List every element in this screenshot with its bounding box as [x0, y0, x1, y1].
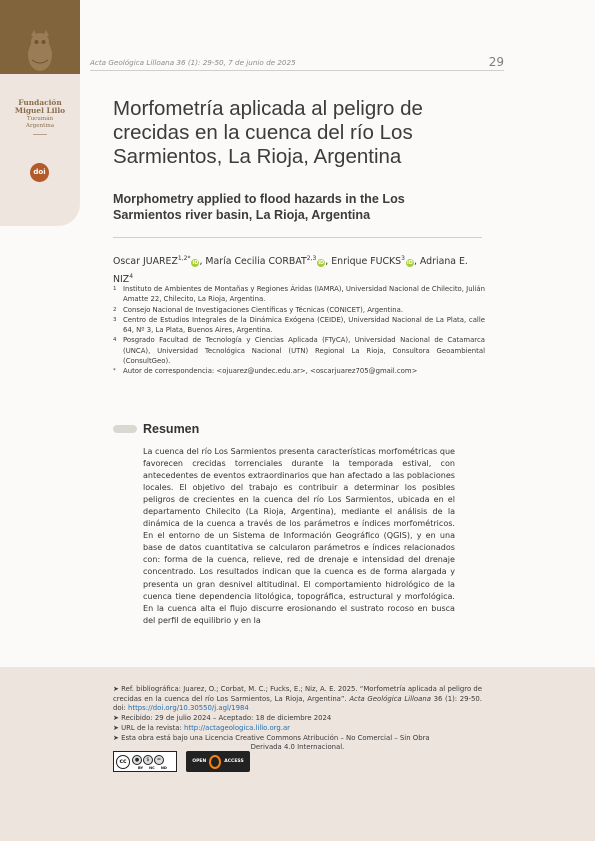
reference-line: [113, 685, 482, 714]
journal-url-prefix: URL de la revista:: [121, 723, 185, 732]
author-separator: ,: [325, 256, 332, 267]
article-title: Morfometría aplicada al peligro de crecidas en la cuenca del río Los Sarmientos, La Rioja, Argentina: [113, 97, 423, 168]
article-subtitle: Morphometry applied to flood hazards in the Los Sarmientos river basin, La Rioja, Argentina: [113, 192, 405, 222]
author-name: Adriana E. NIZ: [113, 256, 468, 285]
arrow-icon: ➤: [113, 723, 122, 732]
article-footer: [113, 685, 482, 753]
license-line: [113, 734, 482, 744]
author-list: [113, 252, 485, 287]
page-number: 29: [488, 55, 504, 69]
foundation-name-line2: Miguel Lillo: [14, 106, 66, 116]
author-affiliation-marks: 3: [401, 255, 405, 262]
orcid-icon[interactable]: iD: [318, 260, 325, 266]
journal-url-line: [113, 724, 482, 734]
affiliation-text: Centro de Estudios Integrales de la Dinámica Exógena (CEIDE), Universidad Nacional de La Plata, calle 64, Nº 3, La Plata, Buenos Aires, Argentina.: [123, 315, 485, 335]
license-text: Esta obra está bajo una Licencia Creative Commons Atribución – No Comercial – Sin Obra: [121, 733, 430, 742]
affiliation-text: Autor de correspondencia: <ojuarez@undec.edu.ar>, <oscarjuarez705@gmail.com>: [123, 367, 418, 376]
open-access-access-label: ACCESS: [224, 759, 244, 764]
affiliation-text: Consejo Nacional de Investigaciones Científicas y Técnicas (CONICET), Argentina.: [123, 305, 404, 314]
author-separator: ,: [199, 256, 206, 267]
abstract-text: La cuenca del río Los Sarmientos presenta características morfométricas que favorecen crecidas torrenciales durante la temporada estival, con antecedentes de eventos extraordinarios que han afectado a las poblaciones locales. El objetivo del trabajo es contribuir a determinar los posibles peligros de crecientes en la cuenca del río Los Sarmientos, ubicada en el departamento Chilecito (La Rioja, Argentina), mediante el análisis de la dinámica de la cuenca a través de los parámetros e índices morfométricos. En el entorno de un Sistema de Información Geográfico (QGIS), y en una base de datos cuantitativa se calcularon parámetros e índices relacionados con: forma de la cuenca, relieve, red de drenaje e intensidad del drenaje concentrado. Los resultados indican que la cuenca es de forma alargada y presenta un gran desnivel altitudinal. El comportamiento hidrológico de la cuenca tiene dependencia litológica, topográfica, estructural y morfológica. En la cuenca alta el flujo discurre erosionando el sustrato rocoso en busca del perfil de equilibrio y en la: [143, 447, 455, 625]
abstract-heading-label: Resumen: [143, 422, 200, 436]
cc-terms-labels: [138, 766, 167, 770]
reference-prefix: Ref. bibliográfica: Juarez, O.; Corbat, M. C.; Fucks, E.; Niz, A. E. 2025. “Morfometría aplicada al peligro de crecidas en la cuenca del río Los Sarmientos, La Rioja, Argentina”.: [113, 685, 482, 703]
arrow-icon: ➤: [113, 733, 122, 742]
title-divider: [113, 237, 482, 238]
foundation-country: Argentina: [25, 123, 55, 130]
license-badges: [113, 751, 250, 772]
doi-link[interactable]: https://doi.org/10.30550/j.agl/1984: [128, 704, 249, 713]
affiliation-mark: 2: [113, 306, 117, 313]
affiliation-item: [113, 335, 485, 366]
open-lock-icon: [209, 755, 221, 769]
header-divider: [90, 70, 504, 71]
arrow-icon: ➤: [113, 714, 122, 723]
author-affiliation-marks: 4: [129, 272, 134, 280]
author-affiliation-marks: 1,2*: [177, 255, 191, 262]
affiliation-item: [113, 315, 485, 336]
reference-journal: Acta Geológica Lilloana: [349, 694, 431, 703]
doi-icon[interactable]: doi: [30, 163, 49, 182]
foundation-name: [0, 99, 80, 135]
open-access-open-label: OPEN: [192, 759, 207, 764]
journal-url-link[interactable]: http://actageologica.lillo.org.ar: [184, 723, 291, 732]
open-access-badge[interactable]: [186, 751, 250, 772]
affiliation-mark: 3: [113, 316, 117, 323]
orcid-icon[interactable]: iD: [192, 260, 199, 266]
author-name: María Cecilia CORBAT: [205, 256, 307, 267]
attribution-icon: ●: [132, 755, 142, 765]
author-affiliation-marks: 2,3: [306, 255, 317, 262]
abstract-heading: [113, 422, 199, 436]
author-name: Enrique FUCKS: [331, 256, 402, 267]
cc-by-label: BY: [138, 766, 144, 770]
dates-line: [113, 714, 482, 724]
affiliation-mark: 1: [113, 286, 117, 292]
noncommercial-icon: $: [143, 755, 153, 765]
reference-suffix: 36 (1): 29-50. doi:: [113, 694, 482, 713]
affiliation-item: [113, 366, 485, 376]
cc-nd-label: ND: [160, 766, 167, 770]
author-name: Oscar JUAREZ: [113, 256, 178, 267]
affiliation-mark: 4: [113, 337, 117, 344]
affiliation-item: [113, 284, 485, 305]
affiliation-mark: *: [113, 368, 116, 375]
affiliation-text: Instituto de Ambientes de Montañas y Regiones Áridas (IAMRA), Universidad Nacional de Chilecito, Julián Amatte 22, Chilecito, La Rioja, Argentina.: [123, 285, 485, 304]
foundation-name-line1: Fundación: [18, 98, 62, 107]
affiliation-text: Posgrado Facultad de Tecnología y Ciencias Aplicada (FTyCA), Universidad Nacional de Catamarca (UNCA), Universidad Tecnológica Nacional (UTN) Regional La Rioja, Consultora Geoambiental (ConsultGeo).: [123, 336, 485, 366]
section-marker: [113, 425, 137, 433]
cc-terms-icons: [132, 755, 164, 765]
cc-license-badge[interactable]: [113, 751, 177, 772]
noderivatives-icon: =: [154, 755, 164, 765]
cc-icon: cc: [116, 755, 130, 769]
journal-citation-header: Acta Geológica Lilloana 36 (1): 29-50, 7 de junio de 2025: [90, 58, 296, 67]
license-line-2: Derivada 4.0 Internacional.: [250, 743, 345, 752]
affiliation-item: [113, 305, 485, 315]
cc-nc-label: NC: [149, 766, 155, 770]
dates-text: Recibido: 29 de julio 2024 – Aceptado: 18 de diciembre 2024: [121, 714, 332, 723]
foundation-city: Tucumán: [26, 116, 54, 123]
owl-icon: [0, 0, 80, 74]
arrow-icon: ➤: [113, 685, 122, 693]
author-separator: ,: [413, 256, 420, 267]
sidebar: [0, 0, 80, 226]
orcid-icon[interactable]: iD: [407, 260, 413, 266]
foundation-logo: [0, 0, 80, 74]
affiliation-list: [113, 284, 485, 377]
foundation-divider: [33, 134, 47, 135]
